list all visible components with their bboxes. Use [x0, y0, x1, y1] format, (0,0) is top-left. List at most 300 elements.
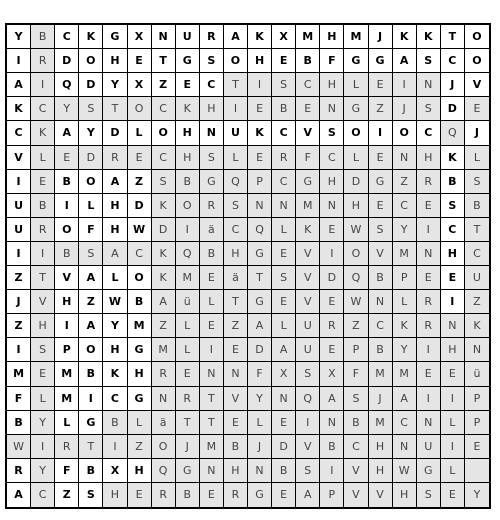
- grid-cell[interactable]: D: [344, 170, 368, 194]
- grid-cell[interactable]: O: [152, 435, 176, 459]
- grid-cell[interactable]: W: [393, 459, 417, 483]
- grid-cell[interactable]: U: [7, 218, 31, 242]
- grid-cell[interactable]: E: [55, 146, 79, 170]
- grid-cell[interactable]: B: [344, 411, 368, 435]
- grid-cell[interactable]: H: [393, 483, 417, 507]
- grid-cell[interactable]: A: [393, 387, 417, 411]
- grid-cell[interactable]: O: [344, 121, 368, 145]
- grid-cell[interactable]: T: [31, 266, 55, 290]
- grid-cell[interactable]: P: [393, 266, 417, 290]
- grid-cell[interactable]: T: [248, 266, 272, 290]
- grid-cell[interactable]: C: [320, 146, 344, 170]
- grid-cell[interactable]: H: [320, 170, 344, 194]
- grid-cell[interactable]: E: [128, 483, 152, 507]
- grid-cell[interactable]: V: [344, 483, 368, 507]
- grid-cell[interactable]: T: [103, 97, 127, 121]
- grid-cell[interactable]: I: [393, 73, 417, 97]
- grid-cell[interactable]: C: [272, 121, 296, 145]
- grid-cell[interactable]: D: [441, 97, 465, 121]
- grid-cell[interactable]: V: [296, 121, 320, 145]
- grid-cell[interactable]: E: [369, 73, 393, 97]
- grid-cell[interactable]: F: [344, 362, 368, 386]
- grid-cell[interactable]: B: [176, 170, 200, 194]
- grid-cell[interactable]: V: [31, 290, 55, 314]
- grid-cell[interactable]: U: [224, 121, 248, 145]
- grid-cell[interactable]: T: [200, 387, 224, 411]
- grid-cell[interactable]: S: [296, 459, 320, 483]
- grid-cell[interactable]: I: [369, 121, 393, 145]
- grid-cell[interactable]: B: [465, 194, 489, 218]
- grid-cell[interactable]: I: [296, 411, 320, 435]
- grid-cell[interactable]: K: [79, 25, 103, 49]
- grid-cell[interactable]: L: [200, 290, 224, 314]
- grid-cell[interactable]: O: [224, 49, 248, 73]
- grid-cell[interactable]: M: [200, 435, 224, 459]
- grid-cell[interactable]: C: [296, 73, 320, 97]
- grid-cell[interactable]: K: [176, 97, 200, 121]
- grid-cell[interactable]: B: [55, 170, 79, 194]
- grid-cell[interactable]: E: [465, 435, 489, 459]
- grid-cell[interactable]: A: [224, 25, 248, 49]
- grid-cell[interactable]: N: [320, 97, 344, 121]
- grid-cell[interactable]: S: [200, 49, 224, 73]
- grid-cell[interactable]: C: [441, 218, 465, 242]
- grid-cell[interactable]: E: [441, 266, 465, 290]
- grid-cell[interactable]: G: [200, 170, 224, 194]
- grid-cell[interactable]: F: [7, 387, 31, 411]
- grid-cell[interactable]: I: [441, 290, 465, 314]
- grid-cell[interactable]: Z: [152, 73, 176, 97]
- grid-cell[interactable]: H: [369, 435, 393, 459]
- grid-cell[interactable]: D: [128, 194, 152, 218]
- grid-cell[interactable]: W: [344, 218, 368, 242]
- grid-cell[interactable]: S: [320, 121, 344, 145]
- grid-cell[interactable]: K: [393, 25, 417, 49]
- grid-cell[interactable]: I: [200, 338, 224, 362]
- grid-cell[interactable]: C: [31, 483, 55, 507]
- grid-cell[interactable]: Y: [248, 387, 272, 411]
- grid-cell[interactable]: K: [31, 121, 55, 145]
- grid-cell[interactable]: R: [200, 194, 224, 218]
- grid-cell[interactable]: E: [417, 362, 441, 386]
- grid-cell[interactable]: S: [200, 146, 224, 170]
- grid-cell[interactable]: ä: [200, 218, 224, 242]
- grid-cell[interactable]: X: [320, 362, 344, 386]
- grid-cell[interactable]: B: [200, 242, 224, 266]
- grid-cell[interactable]: G: [296, 170, 320, 194]
- grid-cell[interactable]: R: [31, 49, 55, 73]
- grid-cell[interactable]: Q: [176, 242, 200, 266]
- grid-cell[interactable]: N: [200, 459, 224, 483]
- grid-cell[interactable]: O: [344, 242, 368, 266]
- grid-cell[interactable]: N: [465, 338, 489, 362]
- grid-cell[interactable]: V: [296, 242, 320, 266]
- grid-cell[interactable]: N: [152, 387, 176, 411]
- grid-cell[interactable]: V: [55, 266, 79, 290]
- grid-cell[interactable]: E: [369, 194, 393, 218]
- grid-cell[interactable]: S: [369, 218, 393, 242]
- grid-cell[interactable]: C: [224, 218, 248, 242]
- grid-cell[interactable]: U: [465, 266, 489, 290]
- grid-cell[interactable]: I: [79, 387, 103, 411]
- grid-cell[interactable]: S: [441, 194, 465, 218]
- grid-cell[interactable]: G: [417, 459, 441, 483]
- grid-cell[interactable]: K: [152, 242, 176, 266]
- grid-cell[interactable]: E: [128, 49, 152, 73]
- grid-cell[interactable]: ü: [176, 290, 200, 314]
- grid-cell[interactable]: M: [369, 362, 393, 386]
- grid-cell[interactable]: E: [200, 314, 224, 338]
- grid-cell[interactable]: L: [79, 194, 103, 218]
- grid-cell[interactable]: Z: [7, 314, 31, 338]
- grid-cell[interactable]: O: [79, 170, 103, 194]
- grid-cell[interactable]: M: [296, 25, 320, 49]
- grid-cell[interactable]: S: [79, 97, 103, 121]
- grid-cell[interactable]: P: [248, 170, 272, 194]
- grid-cell[interactable]: N: [369, 290, 393, 314]
- grid-cell[interactable]: C: [31, 97, 55, 121]
- grid-cell[interactable]: I: [7, 170, 31, 194]
- grid-cell[interactable]: H: [128, 362, 152, 386]
- grid-cell[interactable]: R: [152, 483, 176, 507]
- grid-cell[interactable]: T: [224, 290, 248, 314]
- grid-cell[interactable]: R: [31, 218, 55, 242]
- grid-cell[interactable]: B: [369, 266, 393, 290]
- grid-cell[interactable]: H: [369, 459, 393, 483]
- grid-cell[interactable]: L: [393, 290, 417, 314]
- grid-cell[interactable]: C: [128, 242, 152, 266]
- grid-cell[interactable]: C: [393, 194, 417, 218]
- grid-cell[interactable]: Z: [128, 170, 152, 194]
- grid-cell[interactable]: Z: [128, 435, 152, 459]
- grid-cell[interactable]: H: [344, 194, 368, 218]
- grid-cell[interactable]: S: [272, 266, 296, 290]
- grid-cell[interactable]: Z: [393, 170, 417, 194]
- grid-cell[interactable]: P: [465, 387, 489, 411]
- grid-cell[interactable]: R: [417, 290, 441, 314]
- grid-cell[interactable]: D: [320, 266, 344, 290]
- grid-cell[interactable]: O: [465, 25, 489, 49]
- grid-cell[interactable]: Z: [344, 314, 368, 338]
- grid-cell[interactable]: B: [176, 483, 200, 507]
- grid-cell[interactable]: E: [320, 338, 344, 362]
- grid-cell[interactable]: F: [79, 218, 103, 242]
- grid-cell[interactable]: U: [417, 435, 441, 459]
- grid-cell[interactable]: E: [441, 483, 465, 507]
- grid-cell[interactable]: O: [79, 49, 103, 73]
- grid-cell[interactable]: D: [55, 49, 79, 73]
- grid-cell[interactable]: Q: [441, 121, 465, 145]
- grid-cell[interactable]: V: [296, 435, 320, 459]
- grid-cell[interactable]: E: [224, 411, 248, 435]
- grid-cell[interactable]: L: [31, 146, 55, 170]
- grid-cell[interactable]: C: [55, 25, 79, 49]
- grid-cell[interactable]: M: [344, 25, 368, 49]
- grid-cell[interactable]: A: [79, 266, 103, 290]
- grid-cell[interactable]: N: [200, 121, 224, 145]
- grid-cell[interactable]: A: [296, 483, 320, 507]
- grid-cell[interactable]: G: [369, 170, 393, 194]
- grid-cell[interactable]: R: [272, 146, 296, 170]
- grid-cell[interactable]: M: [393, 242, 417, 266]
- grid-cell[interactable]: H: [320, 25, 344, 49]
- grid-cell[interactable]: A: [248, 314, 272, 338]
- grid-cell[interactable]: R: [320, 314, 344, 338]
- grid-cell[interactable]: C: [441, 49, 465, 73]
- grid-cell[interactable]: Y: [55, 97, 79, 121]
- grid-cell[interactable]: C: [200, 73, 224, 97]
- grid-cell[interactable]: M: [7, 362, 31, 386]
- grid-cell[interactable]: G: [369, 49, 393, 73]
- grid-cell[interactable]: B: [7, 411, 31, 435]
- grid-cell[interactable]: G: [79, 411, 103, 435]
- grid-cell[interactable]: H: [103, 194, 127, 218]
- grid-cell[interactable]: H: [103, 49, 127, 73]
- grid-cell[interactable]: K: [441, 146, 465, 170]
- grid-cell[interactable]: Q: [248, 218, 272, 242]
- grid-cell[interactable]: L: [55, 411, 79, 435]
- grid-cell[interactable]: X: [272, 362, 296, 386]
- grid-cell[interactable]: Y: [7, 25, 31, 49]
- grid-cell[interactable]: V: [296, 290, 320, 314]
- grid-cell[interactable]: F: [248, 362, 272, 386]
- grid-cell[interactable]: H: [176, 146, 200, 170]
- grid-cell[interactable]: M: [369, 411, 393, 435]
- grid-cell[interactable]: E: [320, 290, 344, 314]
- grid-cell[interactable]: I: [55, 314, 79, 338]
- grid-cell[interactable]: X: [272, 25, 296, 49]
- grid-cell[interactable]: Y: [31, 411, 55, 435]
- grid-cell[interactable]: S: [417, 49, 441, 73]
- grid-cell[interactable]: B: [369, 338, 393, 362]
- grid-cell[interactable]: L: [103, 266, 127, 290]
- grid-cell[interactable]: I: [7, 242, 31, 266]
- grid-cell[interactable]: C: [417, 121, 441, 145]
- grid-cell[interactable]: Y: [393, 218, 417, 242]
- grid-cell[interactable]: N: [152, 25, 176, 49]
- grid-cell[interactable]: E: [441, 362, 465, 386]
- grid-cell[interactable]: B: [103, 411, 127, 435]
- grid-cell[interactable]: P: [55, 338, 79, 362]
- grid-cell[interactable]: B: [128, 290, 152, 314]
- grid-cell[interactable]: Z: [7, 266, 31, 290]
- grid-cell[interactable]: N: [248, 459, 272, 483]
- grid-cell[interactable]: H: [176, 121, 200, 145]
- grid-cell[interactable]: K: [152, 266, 176, 290]
- grid-cell[interactable]: W: [103, 290, 127, 314]
- grid-cell[interactable]: R: [200, 25, 224, 49]
- grid-cell[interactable]: E: [465, 97, 489, 121]
- grid-cell[interactable]: A: [103, 242, 127, 266]
- grid-cell[interactable]: I: [7, 338, 31, 362]
- grid-cell[interactable]: B: [272, 459, 296, 483]
- grid-cell[interactable]: B: [224, 435, 248, 459]
- grid-cell[interactable]: K: [7, 97, 31, 121]
- grid-cell[interactable]: B: [441, 170, 465, 194]
- grid-cell[interactable]: A: [79, 314, 103, 338]
- grid-cell[interactable]: I: [417, 338, 441, 362]
- grid-cell[interactable]: M: [393, 362, 417, 386]
- grid-cell[interactable]: S: [296, 362, 320, 386]
- grid-cell[interactable]: H: [224, 242, 248, 266]
- grid-cell[interactable]: U: [296, 338, 320, 362]
- grid-cell[interactable]: A: [7, 483, 31, 507]
- grid-cell[interactable]: I: [55, 194, 79, 218]
- grid-cell[interactable]: T: [176, 411, 200, 435]
- grid-cell[interactable]: N: [441, 314, 465, 338]
- grid-cell[interactable]: E: [296, 97, 320, 121]
- grid-cell[interactable]: K: [152, 194, 176, 218]
- grid-cell[interactable]: L: [441, 459, 465, 483]
- grid-cell[interactable]: G: [176, 459, 200, 483]
- grid-cell[interactable]: D: [79, 146, 103, 170]
- grid-cell[interactable]: Z: [465, 290, 489, 314]
- grid-cell[interactable]: N: [200, 362, 224, 386]
- grid-cell[interactable]: O: [79, 338, 103, 362]
- grid-cell[interactable]: L: [272, 218, 296, 242]
- grid-cell[interactable]: N: [248, 194, 272, 218]
- grid-cell[interactable]: L: [344, 146, 368, 170]
- grid-cell[interactable]: D: [152, 218, 176, 242]
- grid-cell[interactable]: O: [55, 218, 79, 242]
- grid-cell[interactable]: D: [79, 73, 103, 97]
- grid-cell[interactable]: L: [465, 146, 489, 170]
- grid-cell[interactable]: L: [176, 314, 200, 338]
- grid-cell[interactable]: B: [79, 459, 103, 483]
- grid-cell[interactable]: N: [393, 146, 417, 170]
- grid-cell[interactable]: J: [369, 25, 393, 49]
- grid-cell[interactable]: E: [224, 338, 248, 362]
- grid-cell[interactable]: F: [296, 146, 320, 170]
- grid-cell[interactable]: C: [344, 435, 368, 459]
- grid-cell[interactable]: C: [465, 242, 489, 266]
- grid-cell[interactable]: Y: [465, 483, 489, 507]
- grid-cell[interactable]: C: [393, 411, 417, 435]
- grid-cell[interactable]: H: [320, 73, 344, 97]
- grid-cell[interactable]: Z: [224, 314, 248, 338]
- grid-cell[interactable]: O: [152, 121, 176, 145]
- grid-cell[interactable]: M: [176, 266, 200, 290]
- grid-cell[interactable]: R: [7, 459, 31, 483]
- grid-cell[interactable]: J: [248, 435, 272, 459]
- grid-cell[interactable]: H: [248, 49, 272, 73]
- grid-cell[interactable]: W: [344, 290, 368, 314]
- grid-cell[interactable]: H: [417, 146, 441, 170]
- grid-cell[interactable]: G: [128, 387, 152, 411]
- grid-cell[interactable]: G: [248, 483, 272, 507]
- grid-cell[interactable]: K: [296, 218, 320, 242]
- grid-cell[interactable]: J: [369, 387, 393, 411]
- grid-cell[interactable]: C: [152, 146, 176, 170]
- grid-cell[interactable]: M: [55, 387, 79, 411]
- grid-cell[interactable]: G: [248, 242, 272, 266]
- grid-cell[interactable]: I: [248, 73, 272, 97]
- grid-cell[interactable]: N: [393, 435, 417, 459]
- grid-cell[interactable]: I: [441, 435, 465, 459]
- grid-cell[interactable]: E: [369, 146, 393, 170]
- grid-cell[interactable]: V: [7, 146, 31, 170]
- grid-cell[interactable]: I: [417, 387, 441, 411]
- grid-cell[interactable]: L: [441, 411, 465, 435]
- grid-cell[interactable]: E: [320, 218, 344, 242]
- grid-cell[interactable]: G: [176, 49, 200, 73]
- grid-cell[interactable]: E: [200, 483, 224, 507]
- grid-cell[interactable]: E: [248, 146, 272, 170]
- grid-cell[interactable]: E: [176, 73, 200, 97]
- grid-cell[interactable]: G: [344, 49, 368, 73]
- grid-cell[interactable]: G: [103, 25, 127, 49]
- grid-cell[interactable]: E: [272, 242, 296, 266]
- grid-cell[interactable]: X: [128, 73, 152, 97]
- grid-cell[interactable]: U: [7, 194, 31, 218]
- grid-cell[interactable]: J: [441, 73, 465, 97]
- grid-cell[interactable]: S: [224, 194, 248, 218]
- grid-cell[interactable]: M: [128, 314, 152, 338]
- grid-cell[interactable]: B: [31, 194, 55, 218]
- grid-cell[interactable]: K: [417, 25, 441, 49]
- grid-cell[interactable]: T: [224, 73, 248, 97]
- grid-cell[interactable]: V: [344, 459, 368, 483]
- grid-cell[interactable]: S: [152, 170, 176, 194]
- grid-cell[interactable]: E: [272, 290, 296, 314]
- grid-cell[interactable]: Y: [79, 121, 103, 145]
- grid-cell[interactable]: H: [441, 338, 465, 362]
- grid-cell[interactable]: I: [224, 97, 248, 121]
- grid-cell[interactable]: R: [417, 170, 441, 194]
- grid-cell[interactable]: S: [79, 483, 103, 507]
- grid-cell[interactable]: A: [152, 290, 176, 314]
- grid-cell[interactable]: G: [248, 290, 272, 314]
- grid-cell[interactable]: J: [176, 435, 200, 459]
- grid-cell[interactable]: B: [55, 242, 79, 266]
- grid-cell[interactable]: C: [272, 170, 296, 194]
- grid-cell[interactable]: R: [103, 146, 127, 170]
- grid-cell[interactable]: H: [103, 338, 127, 362]
- grid-cell[interactable]: Q: [55, 73, 79, 97]
- grid-cell[interactable]: J: [393, 97, 417, 121]
- grid-cell[interactable]: N: [272, 194, 296, 218]
- grid-cell[interactable]: L: [128, 121, 152, 145]
- grid-cell[interactable]: N: [320, 411, 344, 435]
- grid-cell[interactable]: T: [152, 49, 176, 73]
- grid-cell[interactable]: I: [31, 435, 55, 459]
- grid-cell[interactable]: K: [465, 314, 489, 338]
- grid-cell[interactable]: H: [103, 218, 127, 242]
- grid-cell[interactable]: C: [152, 97, 176, 121]
- grid-cell[interactable]: O: [393, 121, 417, 145]
- grid-cell[interactable]: K: [103, 362, 127, 386]
- grid-cell[interactable]: I: [417, 218, 441, 242]
- grid-cell[interactable]: S: [417, 97, 441, 121]
- grid-cell[interactable]: V: [369, 483, 393, 507]
- grid-cell[interactable]: A: [55, 121, 79, 145]
- grid-cell[interactable]: I: [103, 435, 127, 459]
- grid-cell[interactable]: N: [417, 411, 441, 435]
- grid-cell[interactable]: Q: [344, 266, 368, 290]
- grid-cell[interactable]: C: [7, 121, 31, 145]
- grid-cell[interactable]: E: [31, 170, 55, 194]
- grid-cell[interactable]: F: [320, 49, 344, 73]
- grid-cell[interactable]: P: [465, 411, 489, 435]
- grid-cell[interactable]: M: [55, 362, 79, 386]
- grid-cell[interactable]: T: [79, 435, 103, 459]
- grid-cell[interactable]: N: [417, 242, 441, 266]
- grid-cell[interactable]: Z: [152, 314, 176, 338]
- grid-cell[interactable]: U: [296, 314, 320, 338]
- grid-cell[interactable]: L: [248, 411, 272, 435]
- grid-cell[interactable]: ü: [465, 362, 489, 386]
- grid-cell[interactable]: H: [224, 459, 248, 483]
